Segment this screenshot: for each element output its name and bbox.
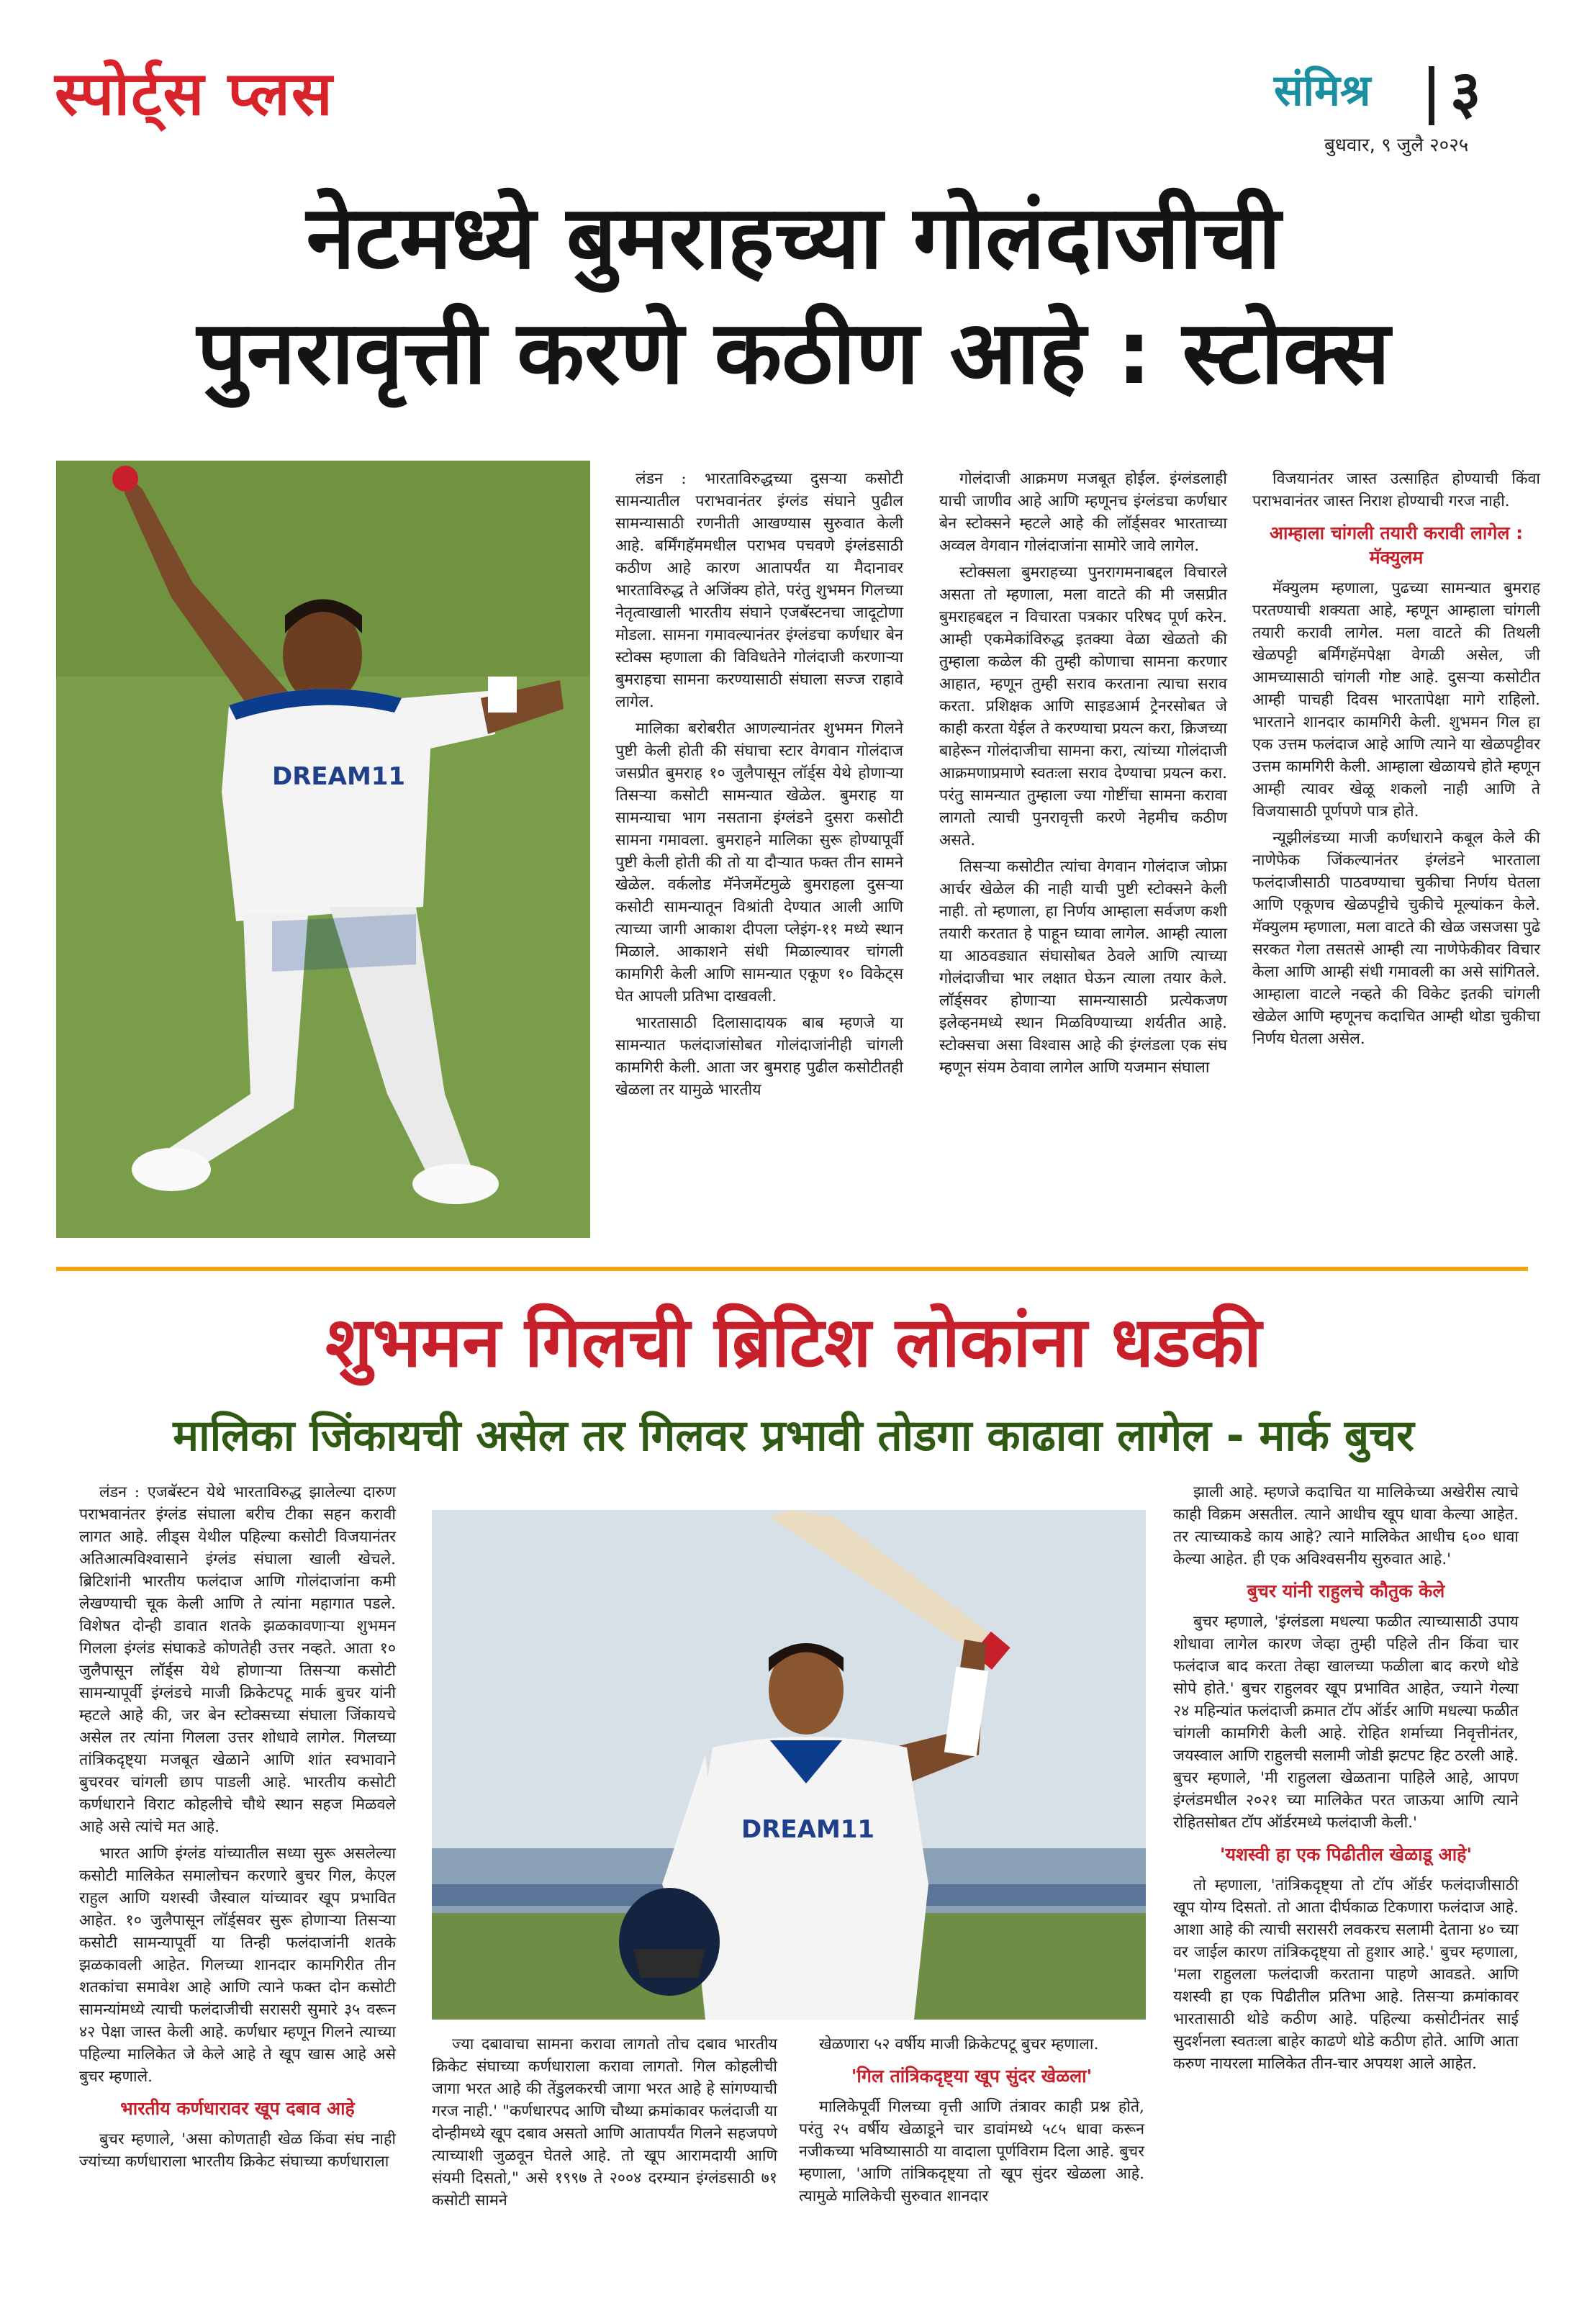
story2-paragraph: झाली आहे. म्हणजे कदाचित या मालिकेच्या अखेरीस त्याचे काही विक्रम असतील. त्याने आधीच खूप धावा केल्या आहेत. तर त्याच्याकडे काय आहे? त्याने मालिकेत आधीच ६०० धावा केल्या आहेत. ही एक अविश्वसनीय सुरुवात आहे.' <box>1173 1483 1519 1568</box>
story1-paragraph: मालिका बरोबरीत आणल्यानंतर शुभमन गिलने पुष्टी केली होती की संघाचा स्टार वेगवान गोलंदाज जसप्रीत बुमराह १० जुलैपासून लॉर्ड्स येथे होणाऱ्या तिसऱ्या कसोटी सामन्यात खेळेल. बुमराह या सामन्याचा भाग नसताना इंग्लंडने दुसरा कसोटी सामना गमावला. बुमराहने मालिका सुरू होण्यापूर्वी पुष्टी केली होती की तो या दौऱ्यात फक्त तीन सामने खेळेल. वर्कलोड मॅनेजमेंटमुळे बुमराहला दुसऱ्या कसोटी सामन्यातून विश्रांती देण्यात आली आणि त्याच्या जागी आकाश दीपला प्लेइंग-११ मध्ये स्थान मिळाले. आकाशने संधी मिळाल्यावर चांगली कामगिरी केली आणि सामन्यात एकूण १० विकेट्स घेत आपली प्रतिभा दाखवली. <box>615 720 903 1005</box>
bowler-illustration <box>56 461 590 1238</box>
story2-paragraph: तो म्हणाला, 'तांत्रिकदृष्ट्या तो टॉप ऑर्डर फलंदाजीसाठी खूप योग्य दिसतो. तो आता दीर्घकाळ टिकणारा फलंदाज आहे. आशा आहे की त्याची सरासरी लवकरच सलामी देताना ४० च्या वर जाईल कारण तांत्रिकदृष्ट्या तो हुशार आहे.' बुचर म्हणाला, 'मला राहुलला फलंदाजी करताना पाहणे आवडते. आणि यशस्वी हा एक पिढीतील प्रतिभा आहे. तिसऱ्या क्रमांकावर भारतासाठी थोडे कठीण आहे. पहिल्या कसोटीनंतर साई सुदर्शनला स्वतःला बाहेर काढणे थोडे कठीण होते. आणि आता करुण नायरला मालिकेत तीन-चार अपयश आले आहेत. <box>1173 1876 1519 2073</box>
story1-headline-line2: पुनरावृत्ती करणे कठीण आहे : स्टोक्स <box>196 302 1391 404</box>
story2-headline: शुभमन गिलची ब्रिटिश लोकांना धडकी <box>325 1302 1262 1383</box>
story2-subhead: 'यशस्वी हा एक पिढीतील खेळाडू आहे' <box>1219 1844 1473 1865</box>
story2-subhead: बुचर यांनी राहुलचे कौतुक केले <box>1247 1581 1445 1601</box>
cricket-ball-icon <box>112 466 138 492</box>
story2-column-4 <box>1173 1481 1519 2079</box>
story1-column-2 <box>939 468 1227 1083</box>
story1-paragraph: स्टोक्सला बुमराहच्या पुनरागमनाबद्दल विचारले असता तो म्हणाला, मला वाटते की मी जसप्रीत बुमराहबद्दल न विचारता पत्रकार परिषद पूर्ण करेन. आम्ही एकमेकांविरुद्ध इतक्या वेळा खेळतो की तुम्हाला कळेल की तुम्ही कोणाचा सामना करणार आहात, म्हणून तुम्ही सराव करताना त्याचा सराव करता. प्रशिक्षक आणि साइडआर्म ट्रेनरसोबत जे काही करता येईल ते करण्याचा प्रयत्न करा, क्रिजच्या बाहेरून गोलंदाजीचा सामना करा, त्यांच्या गोलंदाजी आक्रमणाप्रमाणे स्वतःला सराव देण्याचा प्रयत्न करा. परंतु सामन्यात तुम्हाला ज्या गोष्टींचा सामना करावा लागतो त्याची पुनरावृत्ती करणे नेहमीच कठीण असते. <box>939 564 1227 849</box>
story2-column-3 <box>799 2033 1144 2212</box>
story1-paragraph: मॅक्युलम म्हणाला, पुढच्या सामन्यात बुमराह परतण्याची शक्यता आहे, म्हणून आम्हाला चांगली तयारी करावी लागेल. मला वाटते की तिथली खेळपट्टी बर्मिंगहॅमपेक्षा वेगळी असेल, जी आमच्यासाठी चांगली गोष्ट आहे. दुसऱ्या कसोटीत आम्ही पाचही दिवस भारतापेक्षा मागे राहिलो. भारताने शानदार कामगिरी केली. शुभमन गिल हा एक उत्तम फलंदाज आहे आणि त्याने या खेळपट्टीवर उत्तम कामगिरी केली. आम्हाला खेळायचे होते म्हणून आम्ही त्यावर खेळू शकलो नाही आणि ते विजयासाठी पूर्णपणे पात्र होते. <box>1252 579 1540 820</box>
story2-paragraph: खेळणारा ५२ वर्षीय माजी क्रिकेटपटू बुचर म्हणाला. <box>819 2035 1099 2053</box>
section-label: संमिश्र <box>1274 65 1371 116</box>
story1-paragraph: गोलंदाजी आक्रमण मजबूत होईल. इंग्लंडलाही याची जाणीव आहे आणि म्हणूनच इंग्लंडचा कर्णधार बेन स्टोक्सने म्हटले आहे की लॉर्ड्सवर भारताच्या अव्वल वेगवान गोलंदाजांना सामोरे जावे लागेल. <box>939 470 1227 555</box>
story2-column-1 <box>79 1481 396 2177</box>
story1-paragraph: विजयानंतर जास्त उत्साहित होण्याची किंवा पराभवानंतर जास्त निराश होण्याची गरज नाही. <box>1252 470 1540 510</box>
masthead: स्पोर्ट्स प्लस <box>55 58 334 129</box>
story1-paragraph: भारतासाठी दिलासादायक बाब म्हणजे या सामन्यात फलंदाजांसोबत गोलंदाजांनीही चांगली कामगिरी केली. आता जर बुमराह पुढील कसोटीतही खेळला तर यामुळे भारतीय <box>615 1014 903 1099</box>
batsman-illustration <box>432 1510 1146 2020</box>
story2-paragraph: ज्या दबावाचा सामना करावा लागतो तोच दबाव भारतीय क्रिकेट संघाच्या कर्णधाराला करावा लागतो. गिल कोहलीची जागा भरत आहे की तेंडुलकरची जागा भरत आहे हे सांगण्याची गरज नाही.' "कर्णधारपद आणि चौथ्या क्रमांकावर फलंदाजी या दोन्हीमध्ये खूप दबाव असतो आणि आतापर्यंत गिलने सहजपणे त्याच्याशी जुळवून घेतले आहे. तो खूप आरामदायी आणि संयमी दिसतो," असे १९९७ ते २००४ दरम्यान इंग्लंडसाठी ७१ कसोटी सामने <box>432 2035 777 2210</box>
jersey-sponsor: DREAM11 <box>741 1815 875 1844</box>
story2-paragraph: बुचर म्हणाले, 'इंग्लंडला मधल्या फळीत त्याच्यासाठी उपाय शोधावा लागेल कारण जेव्हा तुम्ही पहिले तीन किंवा चार फलंदाज बाद करता तेव्हा खालच्या फळीला बाद करणे थोडे सोपे होते.' बुचर राहुलवर खूप प्रभावित आहेत, ज्याने गेल्या २४ महिन्यांत फलंदाजी क्रमात टॉप ऑर्डर आणि मधल्या फळीत चांगली कामगिरी केली आहे. रोहित शर्माच्या निवृत्तीनंतर, जयस्वाल आणि राहुलची सलामी जोडी झटपट हिट ठरली आहे. बुचर म्हणाले, 'मी राहुलला खेळताना पाहिले आहे, आपण इंग्लंडमधील २०२१ च्या मालिकेत परत जाऊया आणि त्याने रोहितसोबत टॉप ऑर्डरमध्ये फलंदाजी केली.' <box>1173 1613 1519 1832</box>
story2-paragraph: भारत आणि इंग्लंड यांच्यातील सध्या सुरू असलेल्या कसोटी मालिकेत समालोचन करणारे बुचर गिल, केएल राहुल आणि यशस्वी जैस्वाल यांच्यावर खूप प्रभावित आहेत. १० जुलैपासून लॉर्ड्सवर सुरू होणाऱ्या तिसऱ्या कसोटी सामन्यापूर्वी या तिन्ही फलंदाजांनी शतके झळकावली आहेत. गिलच्या शानदार कामगिरीत तीन शतकांचा समावेश आहे आणि त्याने फक्त दोन कसोटी सामन्यांमध्ये त्याची फलंदाजीची सरासरी सुमारे ३५ वरून ४२ पेक्षा जास्त केली आहे. कर्णधार म्हणून गिलने त्याच्या पहिल्या मालिकेत जे केले आहे ते खूप खास आहे असे बुचर म्हणाले. <box>79 1845 396 2086</box>
story2-subhead: भारतीय कर्णधारावर खूप दबाव आहे <box>120 2098 355 2119</box>
jersey-sponsor: DREAM11 <box>272 762 406 791</box>
story1-paragraph: न्यूझीलंडच्या माजी कर्णधाराने कबूल केले की नाणेफेक जिंकल्यानंतर इंग्लंडने भारताला फलंदाजीसाठी पाठवण्याचा चुकीचा निर्णय घेतला आणि एकूणच खेळपट्टीचे चुकीचे मूल्यांकन केले. मॅक्युलम म्हणाला, मला वाटते की खेळ जसजसा पुढे सरकत गेला तसतसे आम्ही त्या नाणेफेकीवर विचार केला आणि आम्ही संधी गमावली का असे सांगितले. आम्हाला वाटले नव्हते की विकेट इतकी चांगली खेळेल आणि म्हणूनच कदाचित आम्ही थोडा चुकीचा निर्णय घेतला असेल. <box>1252 829 1540 1048</box>
story1-headline <box>43 180 1544 410</box>
story1-column-3 <box>1252 468 1540 1054</box>
story1-paragraph: लंडन : भारताविरुद्धच्या दुसऱ्या कसोटी सामन्यातील पराभवानंतर इंग्लंड संघाने पुढील सामन्यासाठी रणनीती आखण्यास सुरुवात केली आहे. बर्मिंगहॅममधील पराभव पचवणे इंग्लंडसाठी कठीण आहे कारण आतापर्यंत या मैदानावर भारताविरुद्ध ते अजिंक्य होते, परंतु शुभमन गिलच्या नेतृत्वाखाली भारतीय संघाने एजबॅस्टनचा जादूटोणा मोडला. सामना गमावल्यानंतर इंग्लंडचा कर्णधार बेन स्टोक्स म्हणाला की विविधतेने गोलंदाजी करणाऱ्या बुमराहचा सामना करण्यासाठी संघाला सज्ज राहावे लागेल. <box>615 470 903 711</box>
story2-paragraph: बुचर म्हणाले, 'असा कोणताही खेळ किंवा संघ नाही ज्यांच्या कर्णधाराला भारतीय क्रिकेट संघाच्या कर्णधाराला <box>79 2130 396 2171</box>
section-divider <box>56 1267 1528 1271</box>
batsman-photo <box>432 1510 1146 2020</box>
header-divider <box>1429 66 1434 125</box>
story2-subhead: 'गिल तांत्रिकदृष्ट्या खूप सुंदर खेळला' <box>851 2066 1093 2086</box>
story2-paragraph: मालिकेपूर्वी गिलच्या वृत्ती आणि तंत्रावर काही प्रश्न होते, परंतु २५ वर्षीय खेळाडूने चार डावांमध्ये ५८५ धावा करून नजीकच्या भविष्यासाठी या वादाला पूर्णविराम दिला आहे. बुचर म्हणाला, 'आणि तांत्रिकदृष्ट्या तो खूप सुंदर खेळला आहे. त्यामुळे मालिकेची सुरुवात शानदार <box>799 2098 1144 2205</box>
story2-paragraph: लंडन : एजबॅस्टन येथे भारताविरुद्ध झालेल्या दारुण पराभवानंतर इंग्लंड संघाला बरीच टीका सहन करावी लागत आहे. लीड्स येथील पहिल्या कसोटी विजयानंतर अतिआत्मविश्वासाने इंग्लंड संघाला खाली खेचले. ब्रिटिशांनी भारतीय फलंदाज आणि गोलंदाजांना कमी लेखण्याची चूक केली आणि ते त्यांना महागात पडले. विशेषत दोन्ही डावात शतके झळकावणाऱ्या शुभमन गिलला इंग्लंड संघाकडे कोणतेही उत्तर नव्हते. आता १० जुलैपासून लॉर्ड्स येथे होणाऱ्या तिसऱ्या कसोटी सामन्यापूर्वी इंग्लंडचे माजी क्रिकेटपटू मार्क बुचर यांनी म्हटले आहे की, जर बेन स्टोक्सच्या संघाला जिंकायचे असेल तर त्यांना गिलला उत्तर शोधावे लागेल. गिलच्या तांत्रिकदृष्ट्या मजबूत खेळाने आणि शांत स्वभावाने बुचरवर चांगली छाप पाडली आहे. भारतीय कसोटी कर्णधाराने विराट कोहलीचे चौथे स्थान सहज मिळवले आहे असे त्यांचे मत आहे. <box>79 1483 396 1836</box>
story2-column-2 <box>432 2033 777 2216</box>
bowler-photo <box>56 461 590 1238</box>
page-number: ३ <box>1450 58 1481 127</box>
helmet-icon <box>619 1888 720 1996</box>
story1-subhead: आम्हाला चांगली तयारी करावी लागेल : मॅक्युलम <box>1269 523 1524 568</box>
story1-column-1 <box>615 468 903 1106</box>
story1-paragraph: तिसऱ्या कसोटीत त्यांचा वेगवान गोलंदाज जोफ्रा आर्चर खेळेल की नाही याची पुष्टी स्टोक्सने केली नाही. तो म्हणाला, हा निर्णय आम्हाला सर्वजण कशी तयारी करतात हे पाहून घ्यावा लागेल. आम्ही त्याला या आठवड्यात संघासोबत ठेवले आणि त्याच्या गोलंदाजीचा भार लक्षात घेऊन त्याला तयार केले. लॉर्ड्सवर होणाऱ्या सामन्यासाठी प्रत्येकजण इलेव्हनमध्ये स्थान मिळविण्याच्या शर्यतीत आहे. स्टोक्सचा असा विश्वास आहे की इंग्लंडला एक संघ म्हणून संयम ठेवावा लागेल आणि यजमान संघाला <box>939 858 1227 1077</box>
story2-subheadline: मालिका जिंकायची असेल तर गिलवर प्रभावी तोडगा काढावा लागेल - मार्क बुचर <box>173 1411 1414 1461</box>
story1-headline-line1: नेटमध्ये बुमराहच्या गोलंदाजीची <box>306 186 1281 289</box>
dateline: बुधवार, ९ जुलै २०२५ <box>1324 135 1469 156</box>
